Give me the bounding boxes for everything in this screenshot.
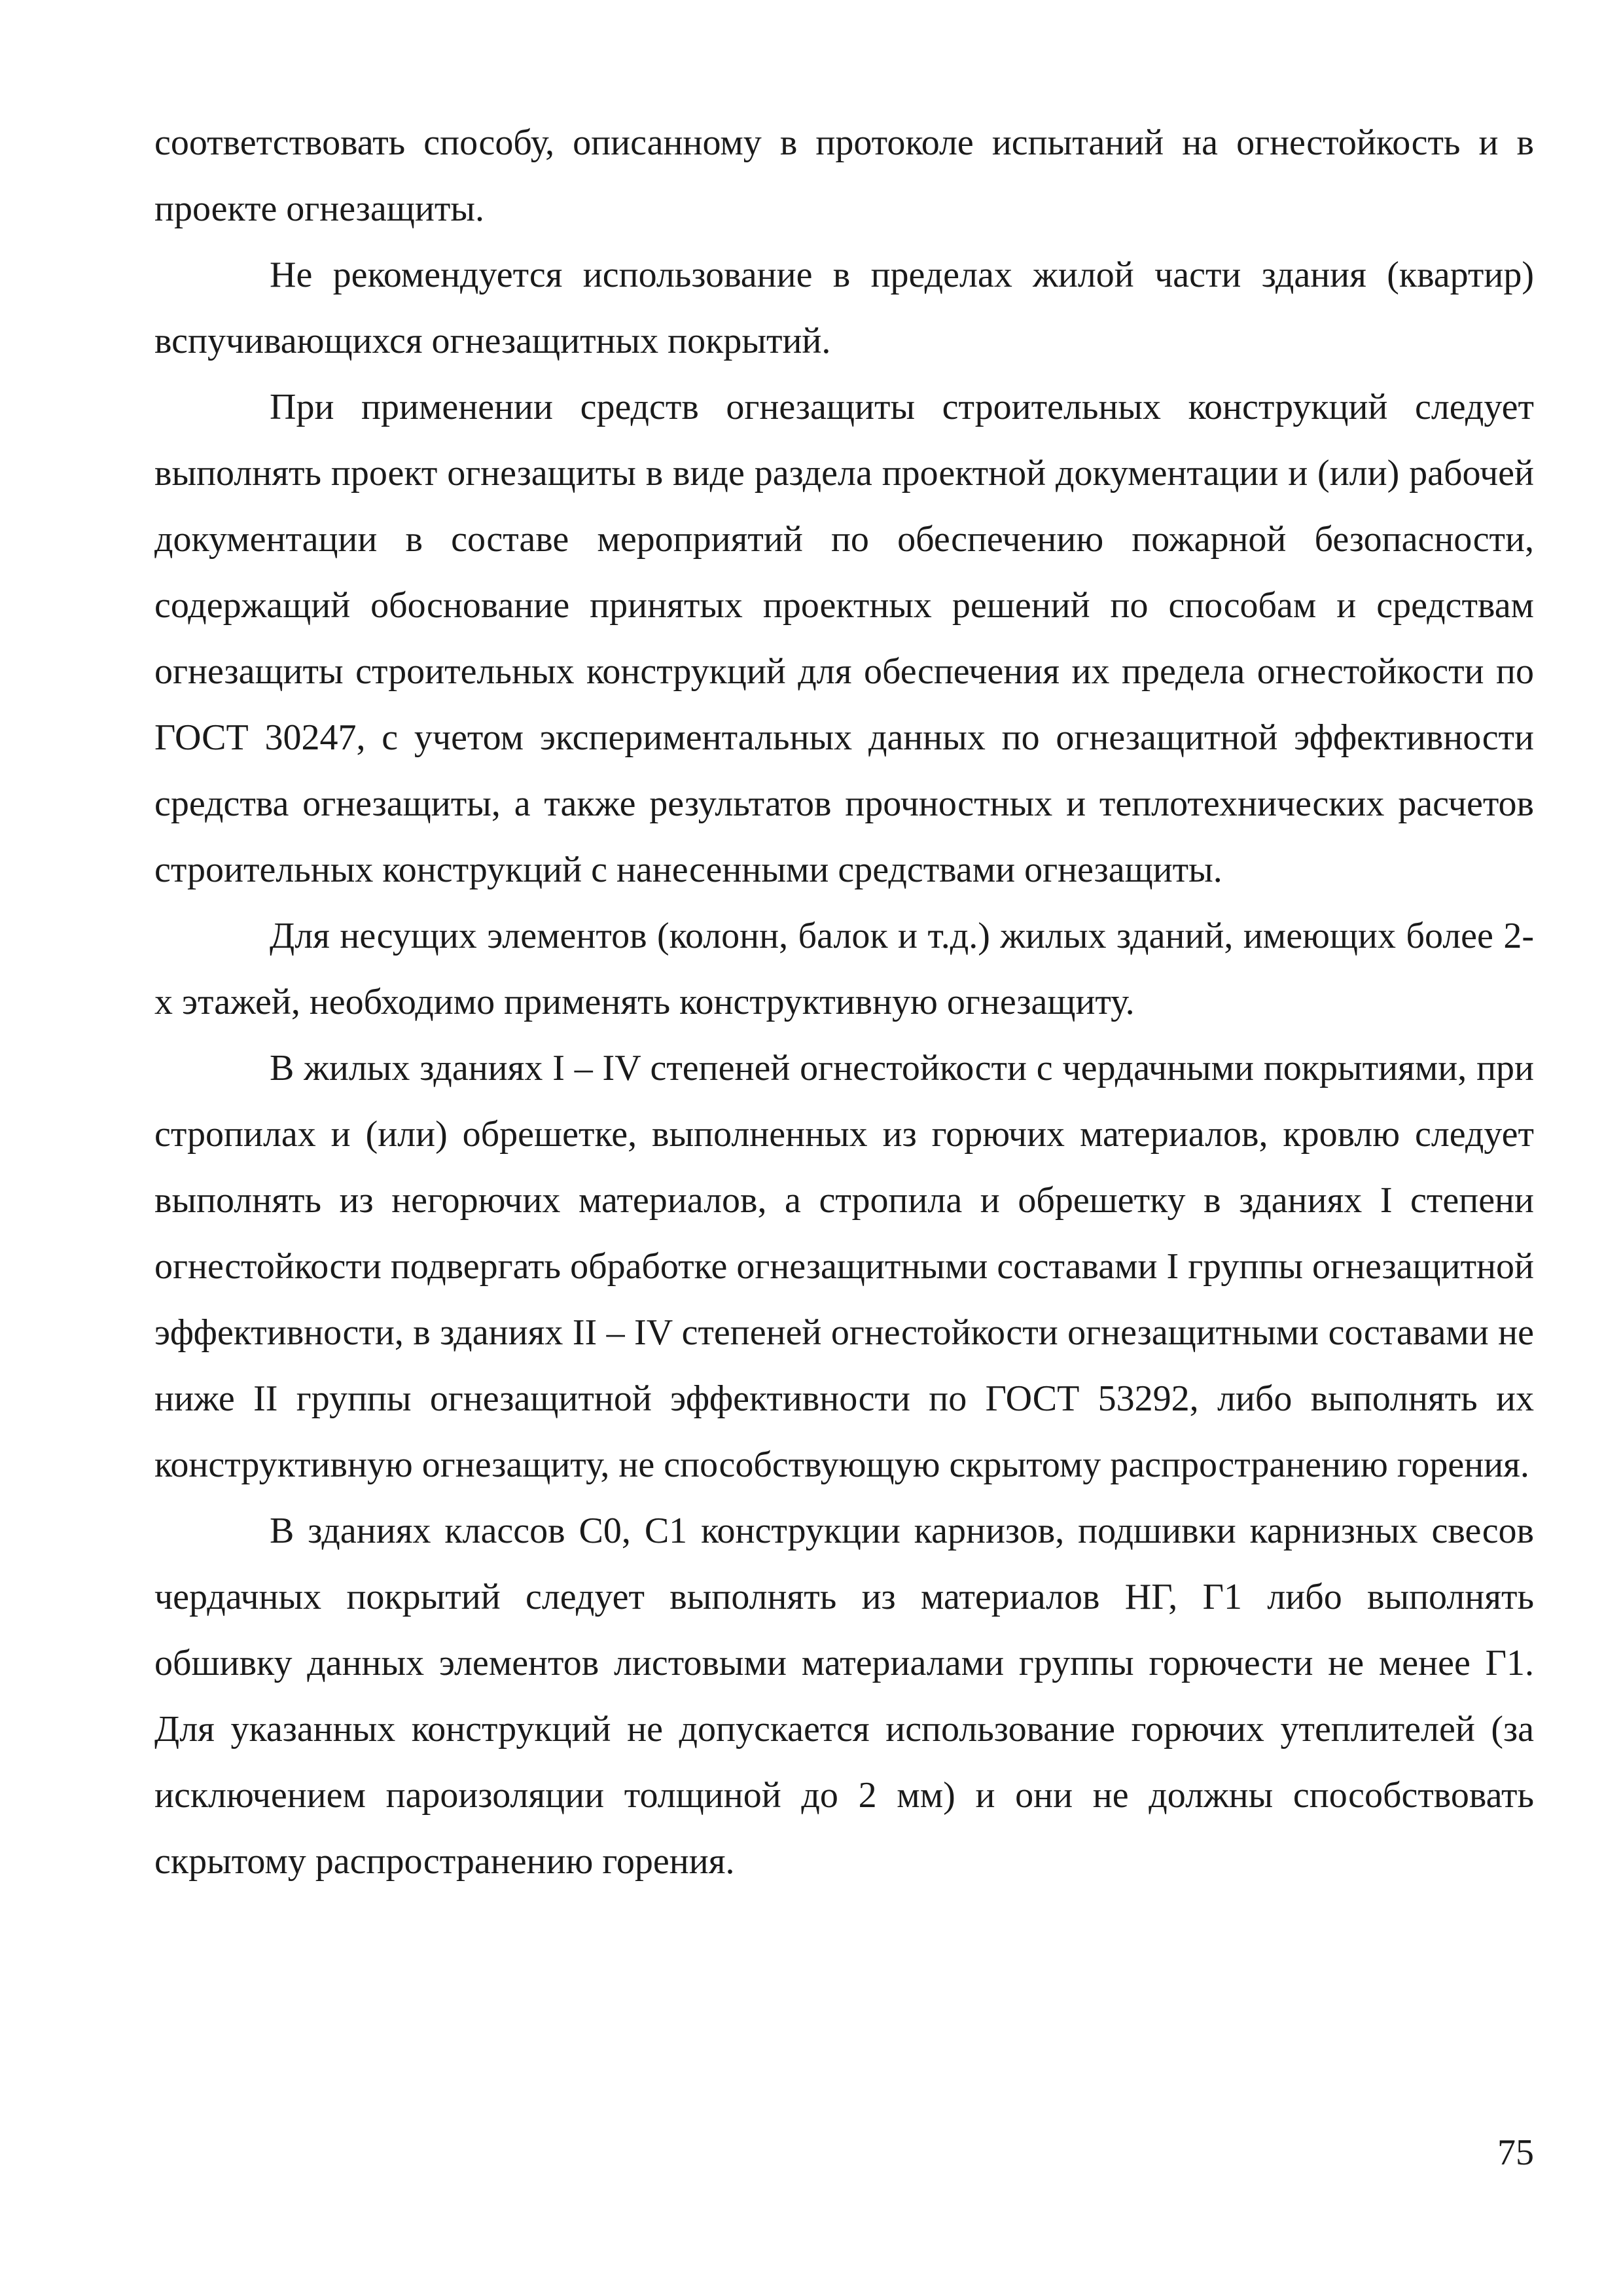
paragraph-fire-protection-project: При применении средств огнезащиты строительных конструкций следует выполнять проект огнезащиты в виде раздела проектной документации и (или) рабочей документации в составе мероприятий по обеспечению пожарной безопасности, содержащий обоснование принятых проектных решений по способам и средствам огнезащиты строительных конструкций для обеспечения их предела огнестойкости по ГОСТ 30247, с учетом экспериментальных данных по огнезащитной эффективности средства огнезащиты, а также результатов прочностных и теплотехнических расчетов строительных конструкций с нанесенными средствами огнезащиты. (154, 387, 1534, 890)
document-body (154, 110, 1534, 1895)
paragraph-cornice-construction: В зданиях классов С0, С1 конструкции карнизов, подшивки карнизных свесов чердачных покрытий следует выполнять из материалов НГ, Г1 либо выполнять обшивку данных элементов листовыми материалами группы горючести не менее Г1. Для указанных конструкций не допускается использование горючих утеплителей (за исключением пароизоляции толщиной до 2 мм) и они не должны способствовать скрытому распространению горения. (154, 1511, 1534, 1882)
page-number: 75 (1497, 2132, 1534, 2173)
paragraph-load-bearing-elements: Для несущих элементов (колонн, балок и т.д.) жилых зданий, имеющих более 2-х этажей, необходимо применять конструктивную огнезащиту. (154, 916, 1534, 1022)
paragraph-intumescent-coatings: Не рекомендуется использование в пределах жилой части здания (квартир) вспучивающихся огнезащитных покрытий. (154, 255, 1534, 361)
paragraph-continuation: соответствовать способу, описанному в протоколе испытаний на огнестойкость и в проекте огнезащиты. (154, 122, 1534, 229)
paragraph-attic-roofing: В жилых зданиях I – IV степеней огнестойкости с чердачными покрытиями, при стропилах и (или) обрешетке, выполненных из горючих материалов, кровлю следует выполнять из негорючих материалов, а стропила и обрешетку в зданиях I степени огнестойкости подвергать обработке огнезащитными составами I группы огнезащитной эффективности, в зданиях II – IV степеней огнестойкости огнезащитными составами не ниже II группы огнезащитной эффективности по ГОСТ 53292, либо выполнять их конструктивную огнезащиту, не способствующую скрытому распространению горения. (154, 1048, 1534, 1485)
